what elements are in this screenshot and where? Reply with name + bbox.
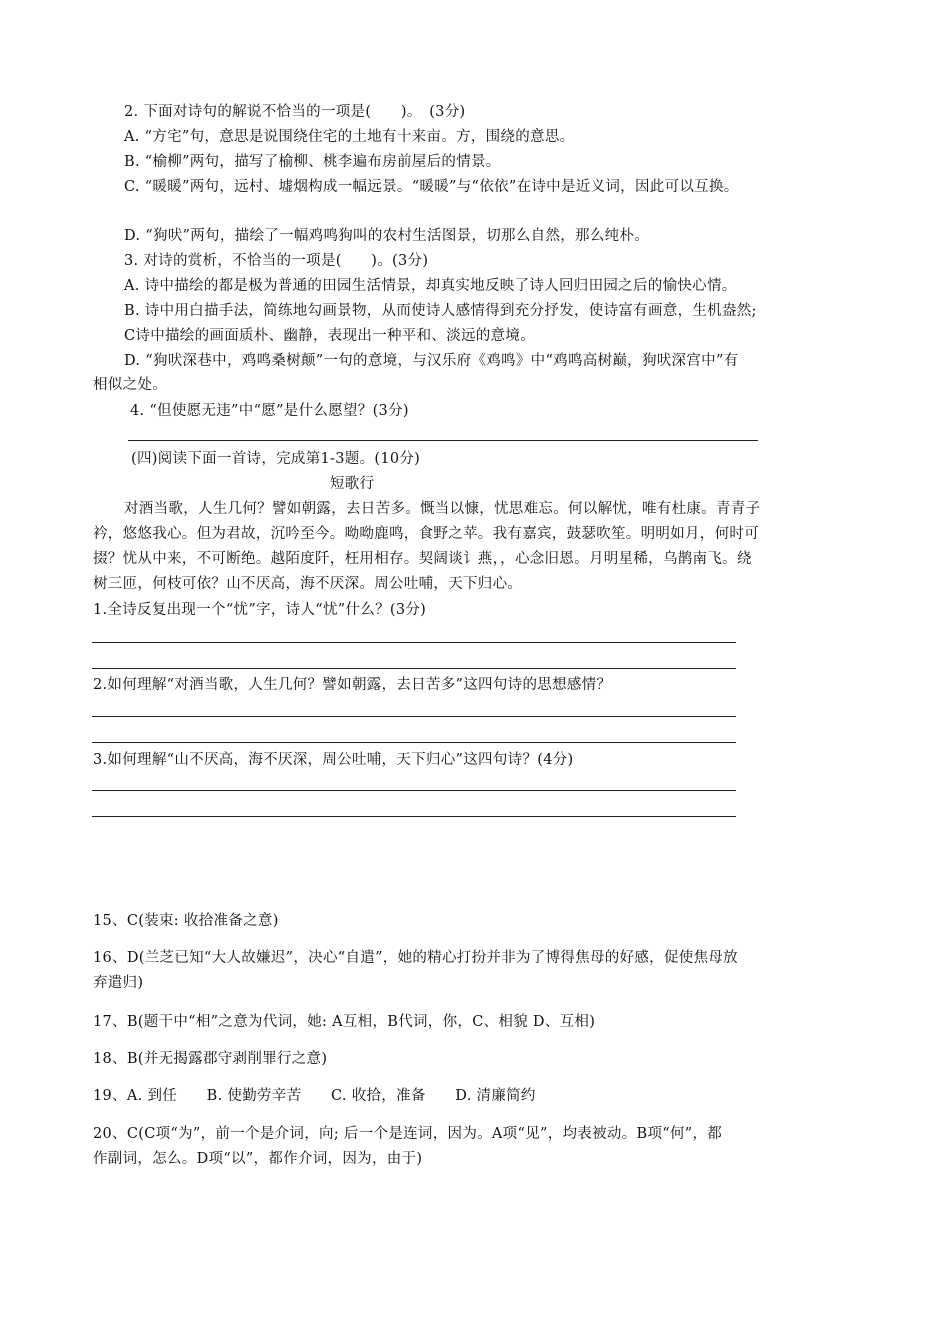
answer-15: 15、C(装束: 收拾准备之意)	[93, 913, 279, 929]
answer-16-line1: 16、D(兰芝已知“大人故嫌迟”，决心“自遣”，她的精心打扮并非为了博得焦母的好感，促使焦母放	[93, 950, 738, 966]
poem-line: 衿，悠悠我心。但为君故，沉吟至今。呦呦鹿鸣，食野之苹。我有嘉宾，鼓瑟吹笙。明明如月，何时可	[93, 526, 759, 542]
q3-option-d-line1: D. “狗吠深巷中，鸡鸣桑树颠”一句的意境，与汉乐府《鸡鸣》中“鸡鸣高树巅，狗吠深宫中”有	[124, 353, 739, 369]
q3-option-d-line2: 相似之处。	[93, 377, 167, 393]
poem-title: 短歌行	[330, 476, 375, 492]
answer-16-line2: 弃遣归)	[93, 975, 144, 991]
answer-19: 19、A. 到任 B. 使勤劳辛苦 C. 收拾，准备 D. 清廉简约	[93, 1088, 536, 1104]
q2-option-d: D. “狗吠”两句，描绘了一幅鸡鸣狗叫的农村生活图景，切那么自然，那么纯朴。	[124, 228, 650, 244]
answer-18: 18、B(并无揭露郡守剥削罪行之意)	[93, 1051, 328, 1067]
q2-option-c: C. “暖暖”两句，远村、墟烟构成一幅远景。“暖暖”与“依依”在诗中是近义词，因此可以互换。	[124, 179, 739, 195]
q3-stem: 3. 对诗的赏析，不恰当的一项是( )。(3分)	[124, 253, 429, 269]
poem-line: 掇？忧从中来，不可断绝。越陌度阡，枉用相存。契阔谈讠燕，，心念旧恩。月明星稀，乌鹊南飞。绕	[93, 551, 752, 567]
answer-line	[92, 668, 736, 669]
section-heading: (四)阅读下面一首诗，完成第1-3题。(10分)	[131, 451, 421, 467]
question-3: 3.如何理解“山不厌高，海不厌深，周公吐哺，天下归心”这四句诗？(4分)	[93, 752, 574, 768]
answer-line	[128, 440, 758, 441]
q3-option-b: B. 诗中用白描手法，简练地勾画景物，从而使诗人感情得到充分抒发，使诗富有画意，生机盎然;	[124, 303, 757, 319]
poem-line: 对酒当歌，人生几何？譬如朝露，去日苦多。慨当以慷，忧思难忘。何以解忧，唯有杜康。青青子	[124, 501, 761, 517]
q3-option-a: A. 诗中描绘的都是极为普通的田园生活情景，却真实地反映了诗人回归田园之后的愉快心情。	[124, 278, 737, 294]
question-2: 2.如何理解“对酒当歌，人生几何？譬如朝露，去日苦多”这四句诗的思想感情？	[93, 677, 612, 693]
question-1: 1.全诗反复出现一个“忧”字，诗人“忧”什么？(3分)	[93, 602, 427, 618]
answer-line	[92, 642, 736, 643]
answer-20-line2: 作副词，怎么。D项“以”，都作介词，因为，由于)	[93, 1151, 423, 1167]
q3-option-c: C诗中描绘的画面质朴、幽静，表现出一种平和、淡远的意境。	[124, 328, 535, 344]
poem-line: 树三匝，何枝可依？山不厌高，海不厌深。周公吐哺，天下归心。	[93, 576, 523, 592]
answer-line	[92, 816, 736, 817]
q2-option-b: B. “榆柳”两句，描写了榆柳、桃李遍布房前屋后的情景。	[124, 154, 501, 170]
answer-20-line1: 20、C(C项“为”，前一个是介词，向; 后一个是连词，因为。A项“见”，均表被动。B项“何”，都	[93, 1126, 723, 1142]
q4-stem: 4. “但使愿无违”中“愿”是什么愿望？(3分)	[130, 403, 409, 419]
q2-stem: 2. 下面对诗句的解说不恰当的一项是( )。 (3分)	[124, 104, 466, 120]
answer-line	[92, 742, 736, 743]
q2-option-a: A. “方宅”句，意思是说围绕住宅的土地有十来亩。方，围绕的意思。	[124, 129, 575, 145]
answer-line	[92, 716, 736, 717]
answer-line	[92, 790, 736, 791]
answer-17: 17、B(题干中“相”之意为代词，她: A互相，B代词，你，C、相貌 D、互相)	[93, 1014, 596, 1030]
